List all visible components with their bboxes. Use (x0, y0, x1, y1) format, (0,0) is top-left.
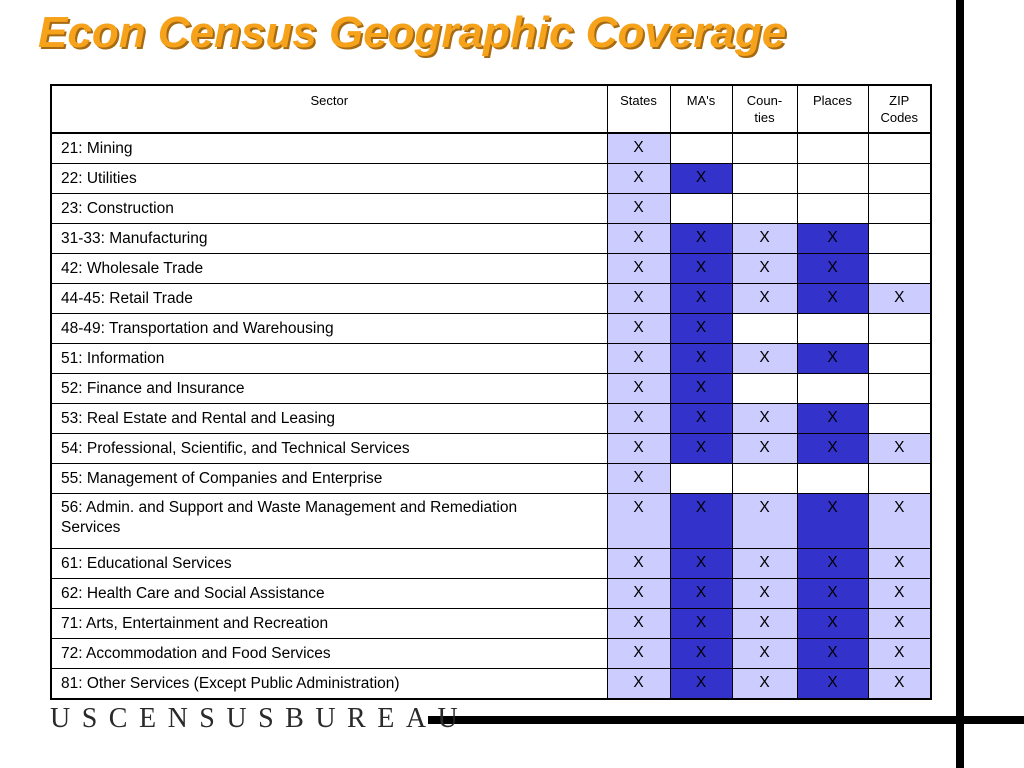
coverage-cell-states: X (607, 314, 670, 344)
coverage-cell-zip (868, 314, 931, 344)
coverage-cell-states: X (607, 133, 670, 164)
table-row (51, 284, 931, 314)
coverage-cell-counties (732, 194, 797, 224)
coverage-cell-mas: X (670, 434, 732, 464)
header-row (51, 85, 931, 133)
coverage-cell-zip: X (868, 284, 931, 314)
coverage-cell-places: X (797, 669, 868, 700)
coverage-cell-counties: X (732, 434, 797, 464)
coverage-cell-states: X (607, 164, 670, 194)
coverage-cell-counties: X (732, 669, 797, 700)
sector-cell: 54: Professional, Scientific, and Technical Services (51, 434, 607, 464)
coverage-cell-zip: X (868, 579, 931, 609)
coverage-cell-states: X (607, 194, 670, 224)
coverage-cell-mas: X (670, 314, 732, 344)
header-mas (670, 85, 732, 133)
sector-cell: 42: Wholesale Trade (51, 254, 607, 284)
coverage-cell-states: X (607, 464, 670, 494)
coverage-cell-places: X (797, 434, 868, 464)
header-places-label: Places (812, 93, 853, 108)
coverage-cell-zip (868, 254, 931, 284)
coverage-table (50, 84, 932, 700)
coverage-cell-mas (670, 133, 732, 164)
coverage-cell-counties (732, 133, 797, 164)
coverage-cell-states: X (607, 494, 670, 549)
coverage-cell-mas: X (670, 494, 732, 549)
coverage-cell-counties: X (732, 549, 797, 579)
coverage-cell-zip (868, 133, 931, 164)
table-row (51, 374, 931, 404)
coverage-cell-places (797, 464, 868, 494)
header-sector-label: Sector (310, 93, 349, 108)
coverage-cell-counties: X (732, 254, 797, 284)
coverage-cell-states: X (607, 284, 670, 314)
census-bureau-logo: USCENSUSBUREAU (50, 703, 470, 734)
coverage-cell-places (797, 374, 868, 404)
header-states-label: States (620, 93, 657, 108)
sector-cell: 81: Other Services (Except Public Administration) (51, 669, 607, 700)
header-mas-label: MA's (686, 93, 716, 108)
coverage-cell-states: X (607, 609, 670, 639)
sector-cell: 44-45: Retail Trade (51, 284, 607, 314)
coverage-cell-places (797, 314, 868, 344)
coverage-cell-counties (732, 464, 797, 494)
coverage-cell-states: X (607, 434, 670, 464)
coverage-cell-places: X (797, 549, 868, 579)
coverage-cell-places: X (797, 494, 868, 549)
sector-cell: 51: Information (51, 344, 607, 374)
header-zip-line2: Codes (880, 110, 919, 125)
coverage-cell-zip: X (868, 609, 931, 639)
coverage-cell-zip: X (868, 639, 931, 669)
header-counties (732, 85, 797, 133)
coverage-cell-zip (868, 224, 931, 254)
coverage-cell-mas: X (670, 639, 732, 669)
coverage-cell-counties: X (732, 404, 797, 434)
coverage-cell-states: X (607, 254, 670, 284)
coverage-cell-counties: X (732, 494, 797, 549)
coverage-cell-states: X (607, 344, 670, 374)
coverage-cell-places (797, 194, 868, 224)
coverage-cell-counties: X (732, 284, 797, 314)
sector-cell: 21: Mining (51, 133, 607, 164)
coverage-cell-mas: X (670, 549, 732, 579)
sector-cell: 48-49: Transportation and Warehousing (51, 314, 607, 344)
header-places (797, 85, 868, 133)
header-zip (868, 85, 931, 133)
sector-cell: 31-33: Manufacturing (51, 224, 607, 254)
coverage-cell-places: X (797, 224, 868, 254)
coverage-cell-zip: X (868, 494, 931, 549)
coverage-cell-places: X (797, 579, 868, 609)
sector-cell: 71: Arts, Entertainment and Recreation (51, 609, 607, 639)
coverage-cell-mas: X (670, 164, 732, 194)
sector-cell: 55: Management of Companies and Enterprise (51, 464, 607, 494)
table-row (51, 494, 931, 549)
coverage-cell-zip (868, 194, 931, 224)
coverage-cell-states: X (607, 549, 670, 579)
coverage-cell-states: X (607, 404, 670, 434)
sector-cell: 56: Admin. and Support and Waste Management and Remediation Services (51, 494, 607, 549)
coverage-cell-states: X (607, 374, 670, 404)
sector-cell: 52: Finance and Insurance (51, 374, 607, 404)
coverage-cell-mas: X (670, 579, 732, 609)
coverage-cell-states: X (607, 639, 670, 669)
page-title: Econ Census Geographic Coverage (38, 8, 787, 57)
sector-cell: 61: Educational Services (51, 549, 607, 579)
table-row (51, 164, 931, 194)
table-row (51, 404, 931, 434)
coverage-cell-places: X (797, 344, 868, 374)
coverage-cell-counties (732, 314, 797, 344)
coverage-cell-places: X (797, 404, 868, 434)
coverage-cell-zip (868, 374, 931, 404)
coverage-cell-zip: X (868, 669, 931, 700)
coverage-cell-places: X (797, 639, 868, 669)
table-row (51, 224, 931, 254)
sector-cell: 22: Utilities (51, 164, 607, 194)
sector-cell: 23: Construction (51, 194, 607, 224)
sector-cell: 72: Accommodation and Food Services (51, 639, 607, 669)
coverage-cell-mas: X (670, 374, 732, 404)
coverage-cell-mas: X (670, 669, 732, 700)
coverage-cell-mas: X (670, 254, 732, 284)
coverage-cell-places: X (797, 254, 868, 284)
coverage-cell-mas: X (670, 404, 732, 434)
coverage-cell-mas: X (670, 344, 732, 374)
coverage-cell-places (797, 164, 868, 194)
header-counties-line2: ties (754, 110, 775, 125)
header-sector (51, 85, 607, 133)
header-states (607, 85, 670, 133)
coverage-cell-zip: X (868, 434, 931, 464)
horizontal-divider-line (428, 716, 1024, 724)
coverage-cell-counties: X (732, 344, 797, 374)
coverage-cell-mas: X (670, 224, 732, 254)
table-row (51, 639, 931, 669)
coverage-cell-counties: X (732, 609, 797, 639)
coverage-cell-places: X (797, 284, 868, 314)
coverage-cell-zip (868, 404, 931, 434)
coverage-cell-places: X (797, 609, 868, 639)
coverage-cell-places (797, 133, 868, 164)
coverage-cell-zip (868, 164, 931, 194)
coverage-cell-counties: X (732, 639, 797, 669)
coverage-cell-counties: X (732, 224, 797, 254)
sector-cell: 53: Real Estate and Rental and Leasing (51, 404, 607, 434)
coverage-cell-states: X (607, 669, 670, 700)
table-row (51, 314, 931, 344)
coverage-cell-mas (670, 194, 732, 224)
table-row (51, 133, 931, 164)
coverage-cell-states: X (607, 579, 670, 609)
table-row (51, 254, 931, 284)
table-row (51, 434, 931, 464)
table-row (51, 549, 931, 579)
table-row (51, 579, 931, 609)
coverage-cell-counties (732, 374, 797, 404)
table-row (51, 194, 931, 224)
sector-cell: 62: Health Care and Social Assistance (51, 579, 607, 609)
table-row (51, 669, 931, 700)
vertical-divider-line (956, 0, 964, 768)
coverage-cell-mas (670, 464, 732, 494)
coverage-cell-mas: X (670, 284, 732, 314)
header-zip-line1: ZIP (889, 93, 910, 108)
coverage-cell-mas: X (670, 609, 732, 639)
table-row (51, 609, 931, 639)
coverage-cell-states: X (607, 224, 670, 254)
table-row (51, 464, 931, 494)
coverage-cell-zip (868, 344, 931, 374)
coverage-cell-zip (868, 464, 931, 494)
coverage-cell-counties: X (732, 579, 797, 609)
header-counties-line1: Coun- (746, 93, 783, 108)
table-row (51, 344, 931, 374)
coverage-cell-zip: X (868, 549, 931, 579)
coverage-cell-counties (732, 164, 797, 194)
